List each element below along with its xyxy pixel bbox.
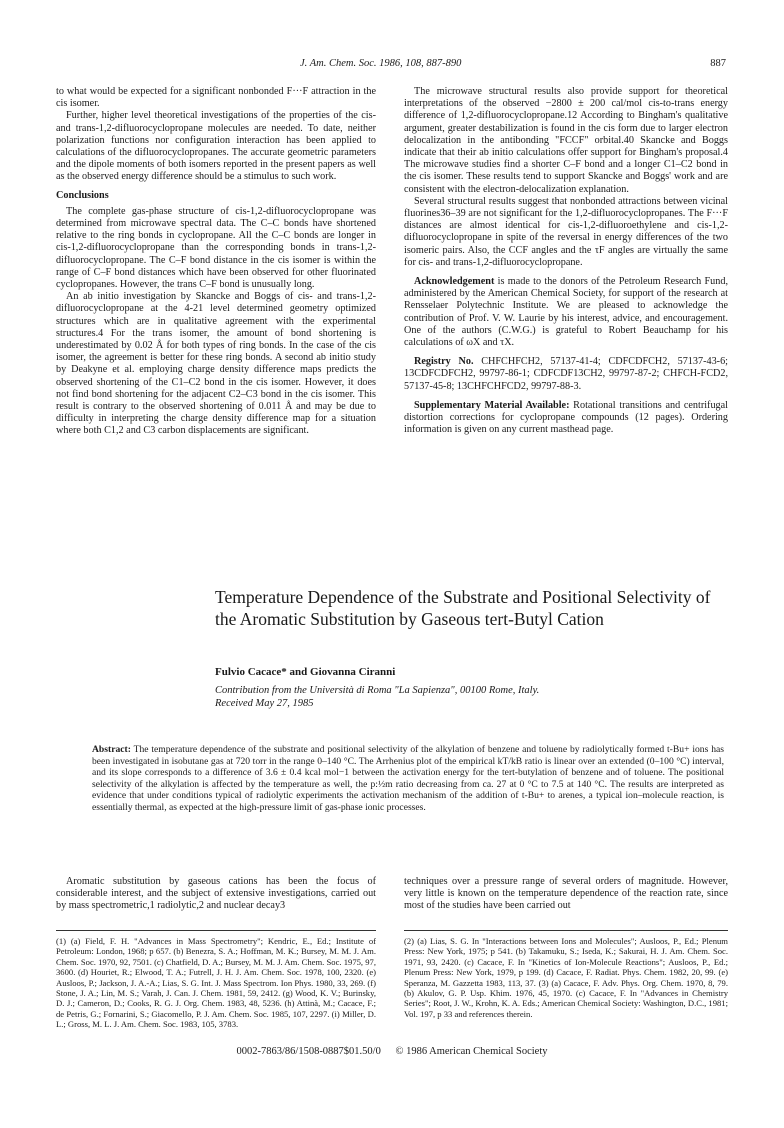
registry-numbers [404,356,728,393]
references-right: (2) (a) Lias, S. G. In "Interactions between Ions and Molecules"; Ausloos, P., Ed.; Plenum Press: New York, 1975; p 541. (b) Takamuku, S.; Iseda, K.; Sakurai, H. J. Am. Chem. Soc. 1971, 93, 2420. (c) Cacace, F. In "Kinetics of Ion-Molecule Reactions"; Ausloos, P., Ed.; Plenum Press: New York, 1979, p 199. (d) Cacace, F. Radiat. Phys. Chem. 1982, 20, 99. (e) Speranza, M. Gazzetta 1983, 113, 37. (3) (a) Cacace, F. Adv. Phys. Org. Chem. 1970, 8, 79. (b) Akulov, G. P. Usp. Khim. 1976, 45, 1970. (c) Cacace, F. In "Advances in Chemistry Series"; Root, J. W., Krohn, K. A. Eds.; American Chemical Society: Washington, D.C., 1981; Vol. 197, p 33 and references therein. [404,936,728,1019]
left-column [56,86,376,438]
acknowledgement-text: is made to the donors of the Petroleum Research Fund, administered by the American Chemical Society, for support of the research at Rensselaer Polytechnic Institute. We are pleased to acknowledge the contribution of Prof. V. W. Laurie by his interest, advice, and encouragement. One of the authors (C.W.G.) is grateful to Robert Beauchamp for his calculations of ωX and τX. [404,276,728,349]
received-date: Received May 27, 1985 [215,698,314,709]
article-affiliation [215,684,715,710]
abstract-text: The temperature dependence of the substrate and positional selectivity of the alkylation of benzene and toluene by radiolytically formed t-Bu+ ions has been investigated in isobutane gas at 720 torr in the range 0–140 °C. The Arrhenius plot of the empirical kT/kB ratio is linear over an extended (0–100 °C) interval, and its slope corresponds to a difference of 3.6 ± 0.4 kcal mol−1 between the activation energy for the tert-butylation of benzene and of toluene. The positional selectivity of the alkylation is affected by the temperature as well, the p:½m ratio decreasing from ca. 27 at 0 °C to 7.5 at 140 °C. The results are interpreted as evidence that under conditions typical of radiolytic experiments the activation mechanism of the addition of t-Bu+ to arenes, a typical ion–molecule reaction, is essentially thermal, as expected at the high-pressure limit of gas-phase ionic processes. [92,744,724,813]
right-column [404,86,728,436]
copyright-notice: © 1986 American Chemical Society [395,1046,548,1057]
acknowledgement [404,276,728,349]
paragraph: to what would be expected for a significant nonbonded F···F attraction in the cis isomer. [56,86,376,110]
paragraph: The microwave structural results also provide support for theoretical interpretations of the observed −2800 ± 200 cal/mol cis-to-trans energy difference of 1,2-difluorocyclopropane.12 According to Bingham's qualitative argument, greater destabilization is found in the cis form due to larger electron delocalization in the antibonding "FCCF" orbital.40 Skancke and Boggs indicate that their ab initio calculations offer support for Bingham's proposal.4 The microwave studies find a shorter C–F bond and a longer C1–C2 bond in the cis isomer. These results tend to support Skancke and Boggs' work and are consistent with the electron-delocalization explanation. [404,86,728,195]
paragraph: Further, higher level theoretical investigations of the properties of the cis- and trans-1,2-difluorocyclopropane molecules are needed. To date, neither polarization functions nor configuration interaction has been applied to calculations of the difluorocyclopropanes. The accurate geometric parameters and the dipole moments of both isomers reported in the present papers as well as the observed energy difference should be a stimulus to such work. [56,110,376,183]
references-left: (1) (a) Field, F. H. "Advances in Mass Spectrometry"; Kendric, E., Ed.; Institute of Petroleum: London, 1968; p 657. (b) Benezra, S. A.; Hoffman, M. K.; Bursey, M. M. J. Am. Chem. Soc. 1970, 92, 7501. (c) Chatfield, D. A.; Bursey, M. M. J. Am. Chem. Soc. 1975, 97, 3600. (d) Houriet, R.; Elwood, T. A.; Futrell, J. H. J. Am. Chem. Soc. 1978, 100, 2320. (e) Ausloos, P.; Jackson, J. A.-A.; Lias, S. G. Int. J. Mass Spectrom. Ion Phys. 1980, 33, 269. (f) Stone, J. A.; Lin, M. S.; Varah, J. Can. J. Chem. 1981, 59, 2412. (g) Wood, K. V.; Burinsky, D. J.; Cameron, D.; Cooks, R. G. J. Org. Chem. 1983, 48, 5236. (h) Attinà, M.; Cacace, F.; de Petris, G.; Fornarini, S.; Giacomello, P. J. Am. Chem. Soc. 1985, 107, 2297. (i) Miller, D. L.; Gross, M. L. J. Am. Chem. Soc. 1983, 105, 3783. [56,936,376,1030]
paragraph: An ab initio investigation by Skancke and Boggs of cis- and trans-1,2-difluorocyclopropane at the 4-21 level determined geometry optimized structures which are in qualitative agreement with the experimental structures.4 For the trans isomer, the amount of bond shortening is underestimated by 0.02 Å for both types of ring bonds. In the case of the cis isomer, the agreement is better for these ring bonds. A second ab initio study by Deakyne et al. employing charge density difference maps predicts the observed shortening of the C1–C2 bond in the cis isomer. However, it does not find bond shortening for the adjacent C2–C3 bond in the cis isomer. This result is contrary to the observed shortening of 0.011 Å and may be due to difficulty in interpreting the charge density difference map for a situation where both C1,2 and C3 carbon displacements are significant. [56,291,376,437]
paragraph: Several structural results suggest that nonbonded attractions between vicinal fluorines36–39 are not significant for the 1,2-difluorocyclopropanes. The F···F distances are almost identical for cis-1,2-difluoroethylene and cis-1,2-difluorocyclopropane in spite of the reversal in energy differences of the two isomeric pairs. Also, the CCF angles and the τF angles are virtually the same for cis- and trans-1,2-difluorocyclopropane. [404,195,728,268]
paragraph: The complete gas-phase structure of cis-1,2-difluorocyclopropane was determined from microwave spectral data. The C–C bonds have shortened relative to the ring bonds in cyclopropane. All the C–C bonds are longer in cis-1,2-difluorocyclopropane than the corresponding bonds in trans-1,2-difluorocyclopropane. The C–F bond distance in the cis isomer is within the range of C–F bond distances which have been observed for other fluorinated cyclopropanes. However, the trans C–F bond is unusually long. [56,205,376,291]
affiliation-text: Contribution from the Università di Roma "La Sapienza", 00100 Rome, Italy. [215,685,540,696]
registry-label: Registry No. [414,356,474,368]
intro-left: Aromatic substitution by gaseous cations has been the focus of considerable interest, and the subject of extensive investigations, carried out by mass spectrometric,1 radiolytic,2 and nuclear decay3 [56,876,376,912]
acknowledgement-label: Acknowledgement [414,276,495,288]
abstract-label: Abstract: [92,744,131,755]
registry-text: CHFCHFCH2, 57137-41-4; CDFCDFCH2, 57137-43-6; 13CDFCDFCH2, 99797-86-1; CDFCDF13CH2, 99797-87-2; CHFCH-FCD2, 57137-45-8; 13CHFCHFCD2, 99797-88-3. [404,356,728,392]
intro-right: techniques over a pressure range of several orders of magnitude. However, very little is known on the temperature dependence of the reaction rate, since most of the studies have been carried out [404,876,728,912]
article-authors: Fulvio Cacace* and Giovanna Ciranni [215,666,396,678]
abstract [92,744,724,814]
supplementary-text: Rotational transitions and centrifugal distortion corrections for cyclopropane compounds (12 pages). Ordering information is given on any current masthead page. [404,399,728,436]
article-code: 0002-7863/86/1508-0887$01.50/0 [236,1046,381,1057]
page-footer [0,1046,784,1057]
page-number: 887 [710,58,726,69]
supplementary-label: Supplementary Material Available: [414,399,570,411]
journal-citation: J. Am. Chem. Soc. 1986, 108, 887-890 [300,58,462,69]
article-title: Temperature Dependence of the Substrate and Positional Selectivity of the Aromatic Substitution by Gaseous tert-Butyl Cation [215,587,711,629]
supplementary-material [404,400,728,437]
footnote-rule [56,930,376,931]
footnote-rule [404,930,728,931]
conclusions-heading: Conclusions [56,189,109,201]
